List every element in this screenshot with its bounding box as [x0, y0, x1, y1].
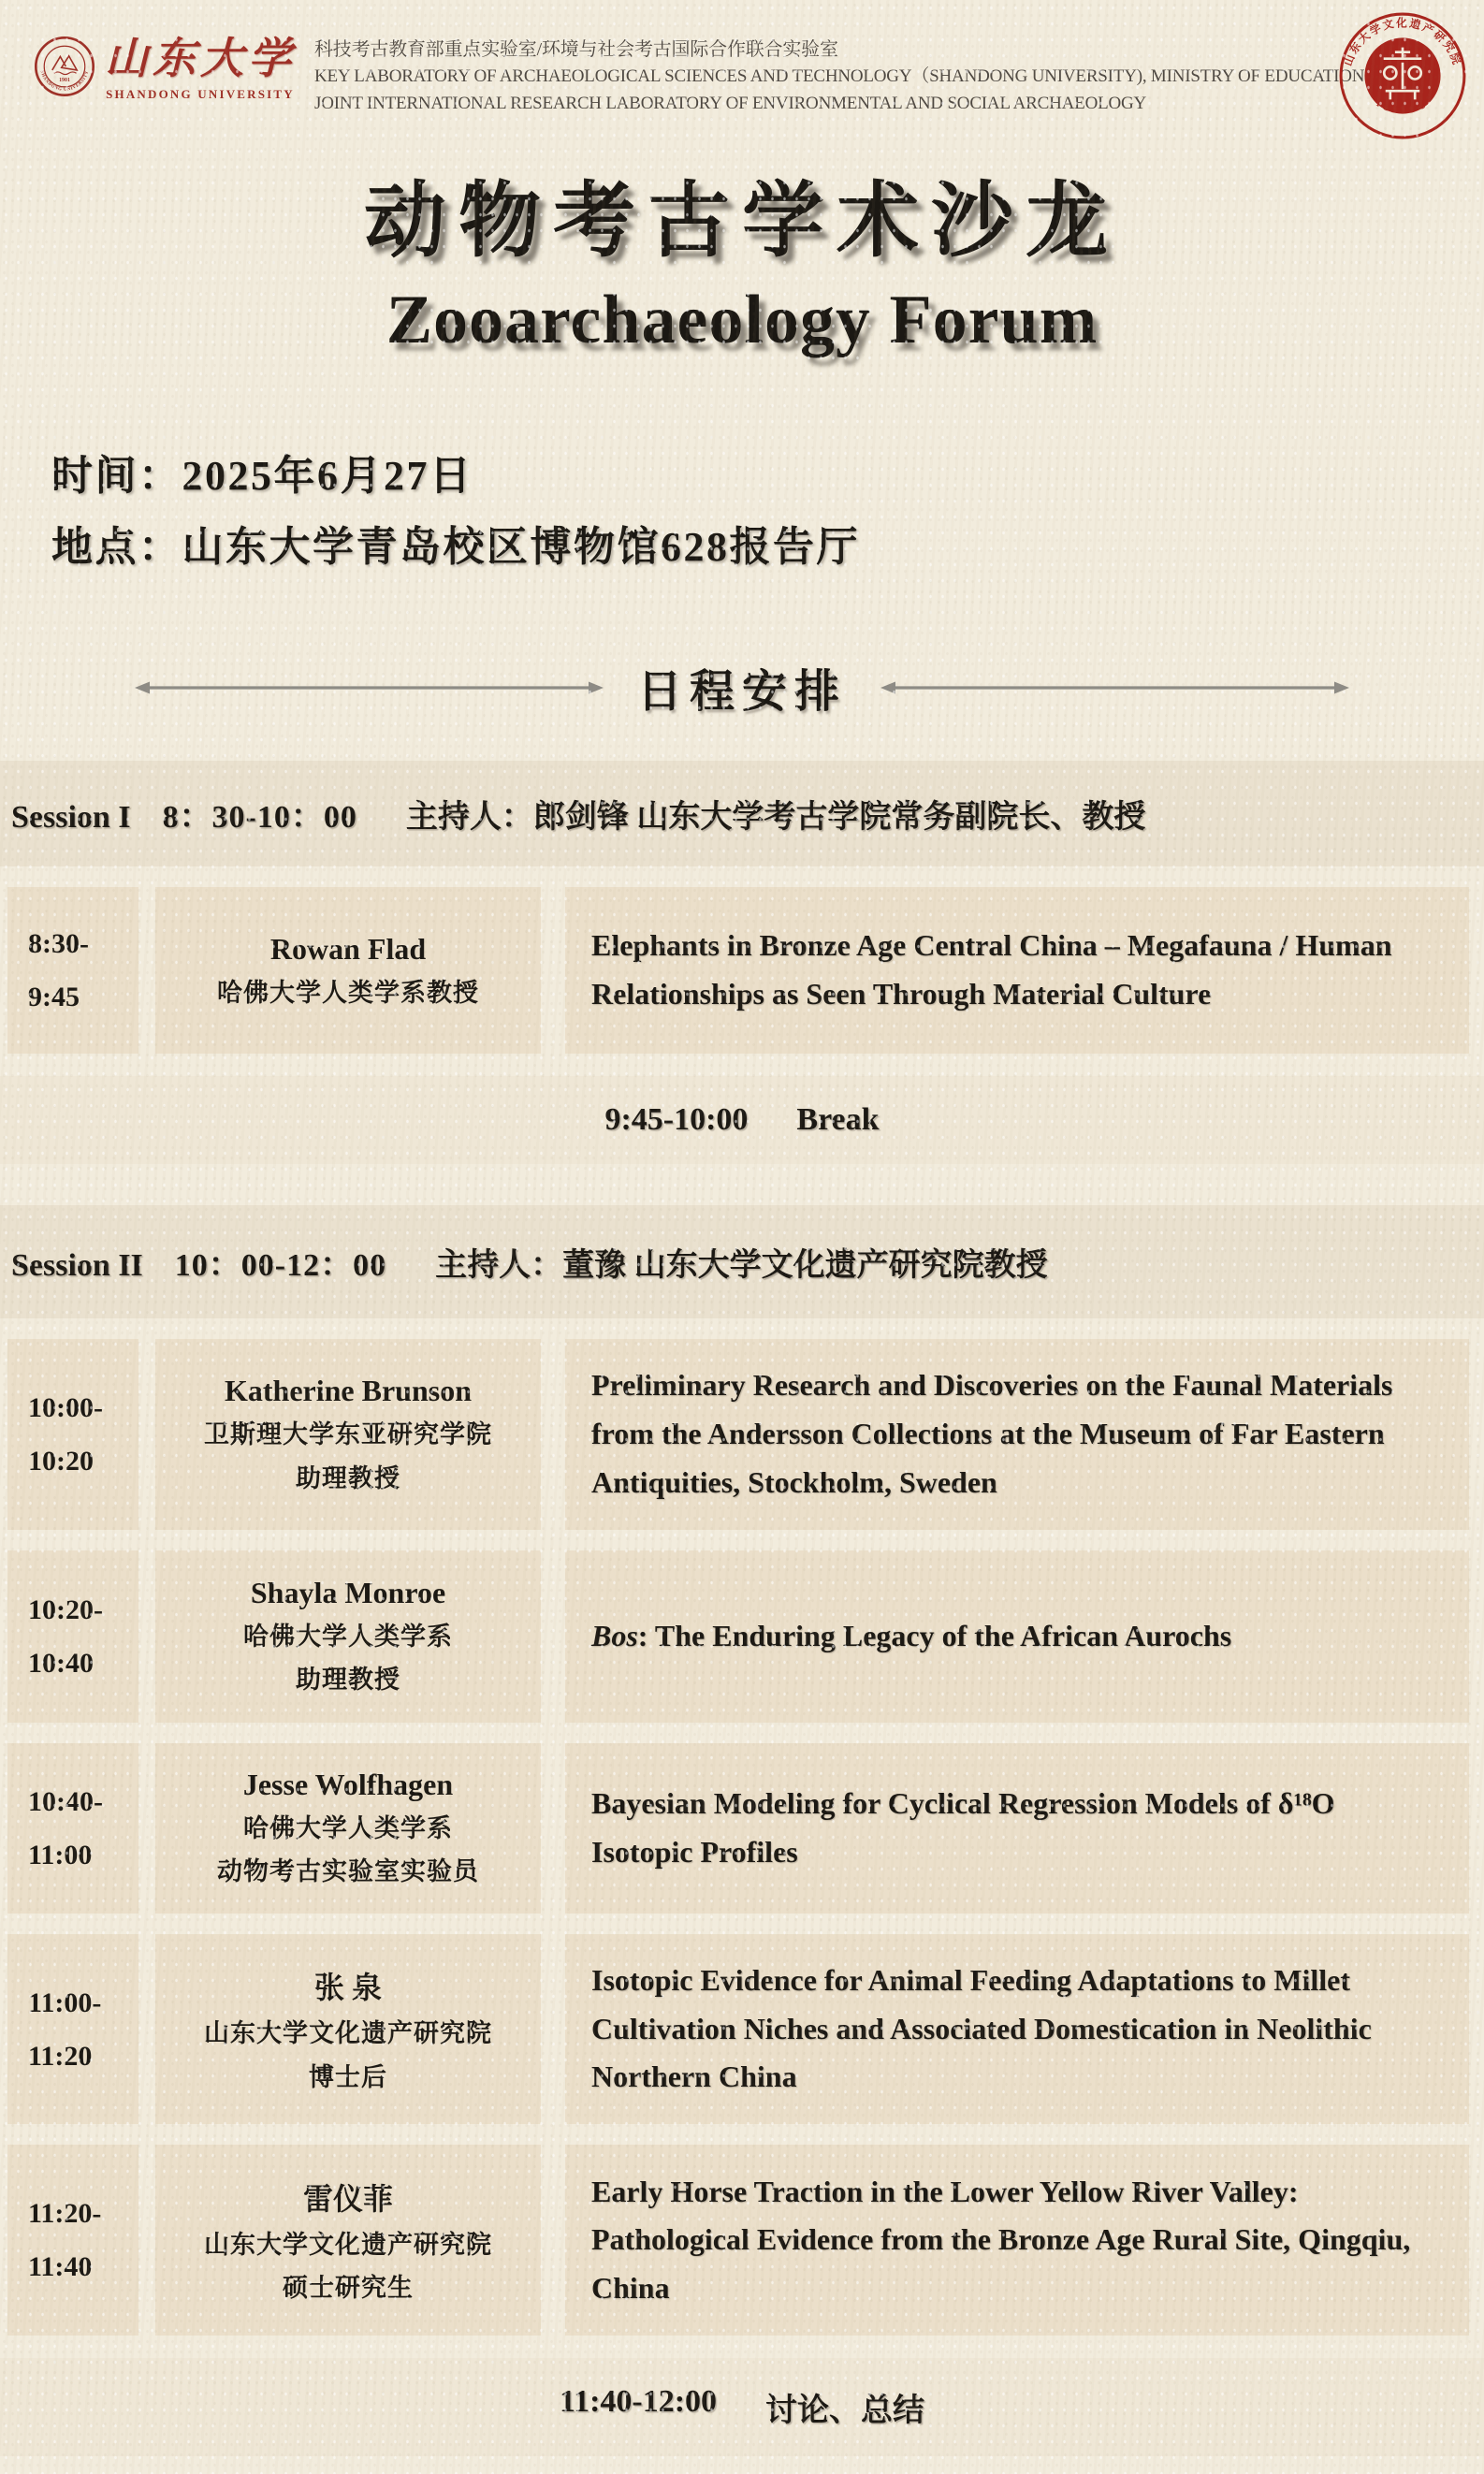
- time-cell: [7, 1550, 138, 1723]
- lab-name-en-line1: KEY LABORATORY OF ARCHAEOLOGICAL SCIENCES AND TECHNOLOGY（SHANDONG UNIVERSITY), MINISTRY OF EDUCATION: [314, 66, 1365, 86]
- double-arrow-left-icon: [133, 679, 605, 696]
- speaker-affiliation: 动物考古实验室实验员: [217, 1857, 479, 1886]
- session-1-header: [0, 761, 1484, 866]
- time-line-1: 10:40-: [28, 1785, 103, 1817]
- university-name-cn: 山东大学: [105, 35, 296, 82]
- schedule-row-wolfhagen: [7, 1743, 1469, 1914]
- time-cell: [7, 2145, 138, 2336]
- talk-title: Bayesian Modeling for Cyclical Regression Models of δ¹⁸O Isotopic Profiles: [591, 1785, 1335, 1869]
- talk-title-cell: [565, 887, 1469, 1054]
- speaker-affiliation: 山东大学文化遗产研究院: [204, 2230, 492, 2259]
- time-line-2: 9:45: [28, 982, 80, 1013]
- seal-mountain-icon: [52, 56, 77, 75]
- session-2-header: [0, 1205, 1484, 1318]
- event-venue-line: [51, 512, 1484, 583]
- event-title-en: Zooarchaeology Forum: [386, 281, 1098, 358]
- session-time: 10：00-12：00: [174, 1248, 387, 1284]
- talk-title: Preliminary Research and Discoveries on the Faunal Materials from the Andersson Collections at the Museum of Far Eastern Antiquities, Stockholm, Sweden: [591, 1368, 1393, 1499]
- time-cell: [7, 1743, 138, 1914]
- event-title-cn: 动物考古学术沙龙: [363, 177, 1120, 268]
- time-line-2: 10:20: [28, 1446, 94, 1477]
- speaker-affiliation: 卫斯理大学东亚研究学院: [204, 1420, 492, 1449]
- ichsdu-seal-icon: [1336, 9, 1469, 142]
- speaker-cell: [155, 1550, 541, 1723]
- ichsdu-ring-text: 山东大学文化遗产研究院: [1342, 17, 1463, 68]
- session-label: Session II: [11, 1248, 143, 1284]
- discussion-time: 11:40-12:00: [559, 2384, 718, 2420]
- talk-title: [591, 1612, 1443, 1661]
- speaker-name: Rowan Flad: [269, 931, 427, 966]
- speaker-affiliation: 硕士研究生: [283, 2274, 414, 2303]
- talk-title-cell: [565, 1550, 1469, 1723]
- university-name-block: [105, 36, 296, 102]
- speaker-affiliation: 山东大学文化遗产研究院: [204, 2019, 492, 2048]
- session-time: 8：30-10：00: [162, 800, 357, 836]
- university-name-en: SHANDONG UNIVERSITY: [106, 86, 295, 101]
- event-date-line: [51, 441, 1484, 512]
- speaker-cell: [155, 2145, 541, 2336]
- venue-label: 地点：: [51, 523, 182, 570]
- shandong-university-seal-icon: [34, 36, 95, 97]
- lab-name-en-line2: JOINT INTERNATIONAL RESEARCH LABORATORY OF ENVIRONMENTAL AND SOCIAL ARCHAEOLOGY: [314, 93, 1147, 113]
- date-value: 2025年6月27日: [182, 452, 473, 499]
- break-label: Break: [796, 1102, 880, 1138]
- time-line-2: 11:40: [28, 2251, 93, 2283]
- speaker-affiliation: 博士后: [309, 2062, 387, 2091]
- discussion-row: [0, 2358, 1484, 2456]
- time-cell: [7, 887, 138, 1054]
- agenda-heading: [0, 655, 1484, 720]
- schedule-row-brunson: [7, 1339, 1469, 1529]
- schedule-row-zhangquan: [7, 1934, 1469, 2124]
- lab-name-cn: 科技考古教育部重点实验室/环境与社会考古国际合作联合实验室: [314, 39, 838, 60]
- session-host: 主持人：郎剑锋 山东大学考古学院常务副院长、教授: [405, 800, 1146, 836]
- event-info: [51, 441, 1484, 582]
- talk-title-cell: [565, 1339, 1469, 1529]
- speaker-cell: [155, 1339, 541, 1529]
- date-label: 时间：: [51, 452, 182, 499]
- speaker-cell: [155, 887, 541, 1054]
- header: [0, 0, 1484, 117]
- time-line-2: 11:20: [28, 2040, 93, 2072]
- speaker-affiliation: 哈佛大学人类学系: [243, 1622, 453, 1651]
- speaker-cell: [155, 1934, 541, 2124]
- ichsdu-bottom-text: ICHSDU: [1374, 98, 1432, 117]
- seal-ring-text: SHANDONG UNIVERSITY: [38, 69, 91, 93]
- time-cell: [7, 1339, 138, 1529]
- session-label: Session I: [11, 800, 131, 836]
- schedule-row-monroe: [7, 1550, 1469, 1723]
- speaker-name: Jesse Wolfhagen: [242, 1767, 454, 1801]
- talk-title-cell: [565, 1934, 1469, 2124]
- speaker-affiliation: 助理教授: [296, 1463, 400, 1492]
- speaker-affiliation: 哈佛大学人类学系: [243, 1813, 453, 1842]
- schedule-row-leiyifei: [7, 2145, 1469, 2336]
- time-line-1: 11:20-: [28, 2198, 102, 2230]
- talk-title-rest: : The Enduring Legacy of the African Aurochs: [637, 1618, 1232, 1652]
- discussion-label: 讨论、总结: [765, 2394, 925, 2429]
- time-line-1: 8:30-: [28, 928, 89, 960]
- session-host: 主持人：董豫 山东大学文化遗产研究院教授: [435, 1248, 1048, 1284]
- talk-title-italic: Bos: [591, 1618, 638, 1652]
- speaker-name: Katherine Brunson: [224, 1374, 473, 1408]
- speaker-name: 张 泉: [313, 1971, 382, 2005]
- time-line-1: 10:00-: [28, 1392, 103, 1424]
- talk-title-cell: [565, 2145, 1469, 2336]
- speaker-affiliation: 助理教授: [296, 1666, 400, 1695]
- time-line-2: 11:00: [28, 1839, 93, 1870]
- speaker-name: 雷仪菲: [302, 2181, 393, 2216]
- talk-title: Elephants in Bronze Age Central China – Megafauna / Human Relationships as Seen Through Material Culture: [591, 928, 1392, 1011]
- time-line-1: 11:00-: [28, 1986, 102, 2018]
- schedule-row-flad: [7, 887, 1469, 1054]
- time-line-1: 10:20-: [28, 1594, 103, 1625]
- venue-value: 山东大学青岛校区博物馆628报告厅: [182, 523, 860, 570]
- break-row: [0, 1076, 1484, 1164]
- speaker-name: Shayla Monroe: [250, 1575, 446, 1609]
- double-arrow-right-icon: [879, 679, 1351, 696]
- talk-title-cell: [565, 1743, 1469, 1914]
- laboratory-title-block: [314, 36, 1364, 117]
- talk-title: Early Horse Traction in the Lower Yellow River Valley: Pathological Evidence from the Bronze Age Rural Site, Qingqiu, China: [591, 2174, 1411, 2306]
- time-cell: [7, 1934, 138, 2124]
- time-line-2: 10:40: [28, 1647, 94, 1679]
- seal-year: 1901: [59, 77, 70, 83]
- agenda-title: 日程安排: [636, 667, 847, 718]
- speaker-cell: [155, 1743, 541, 1914]
- talk-title: Isotopic Evidence for Animal Feeding Adaptations to Millet Cultivation Niches and Associated Domestication in Neolithic Northern China: [591, 1962, 1372, 2094]
- speaker-affiliation: 哈佛大学人类学系教授: [217, 978, 479, 1007]
- break-time: 9:45-10:00: [604, 1102, 749, 1138]
